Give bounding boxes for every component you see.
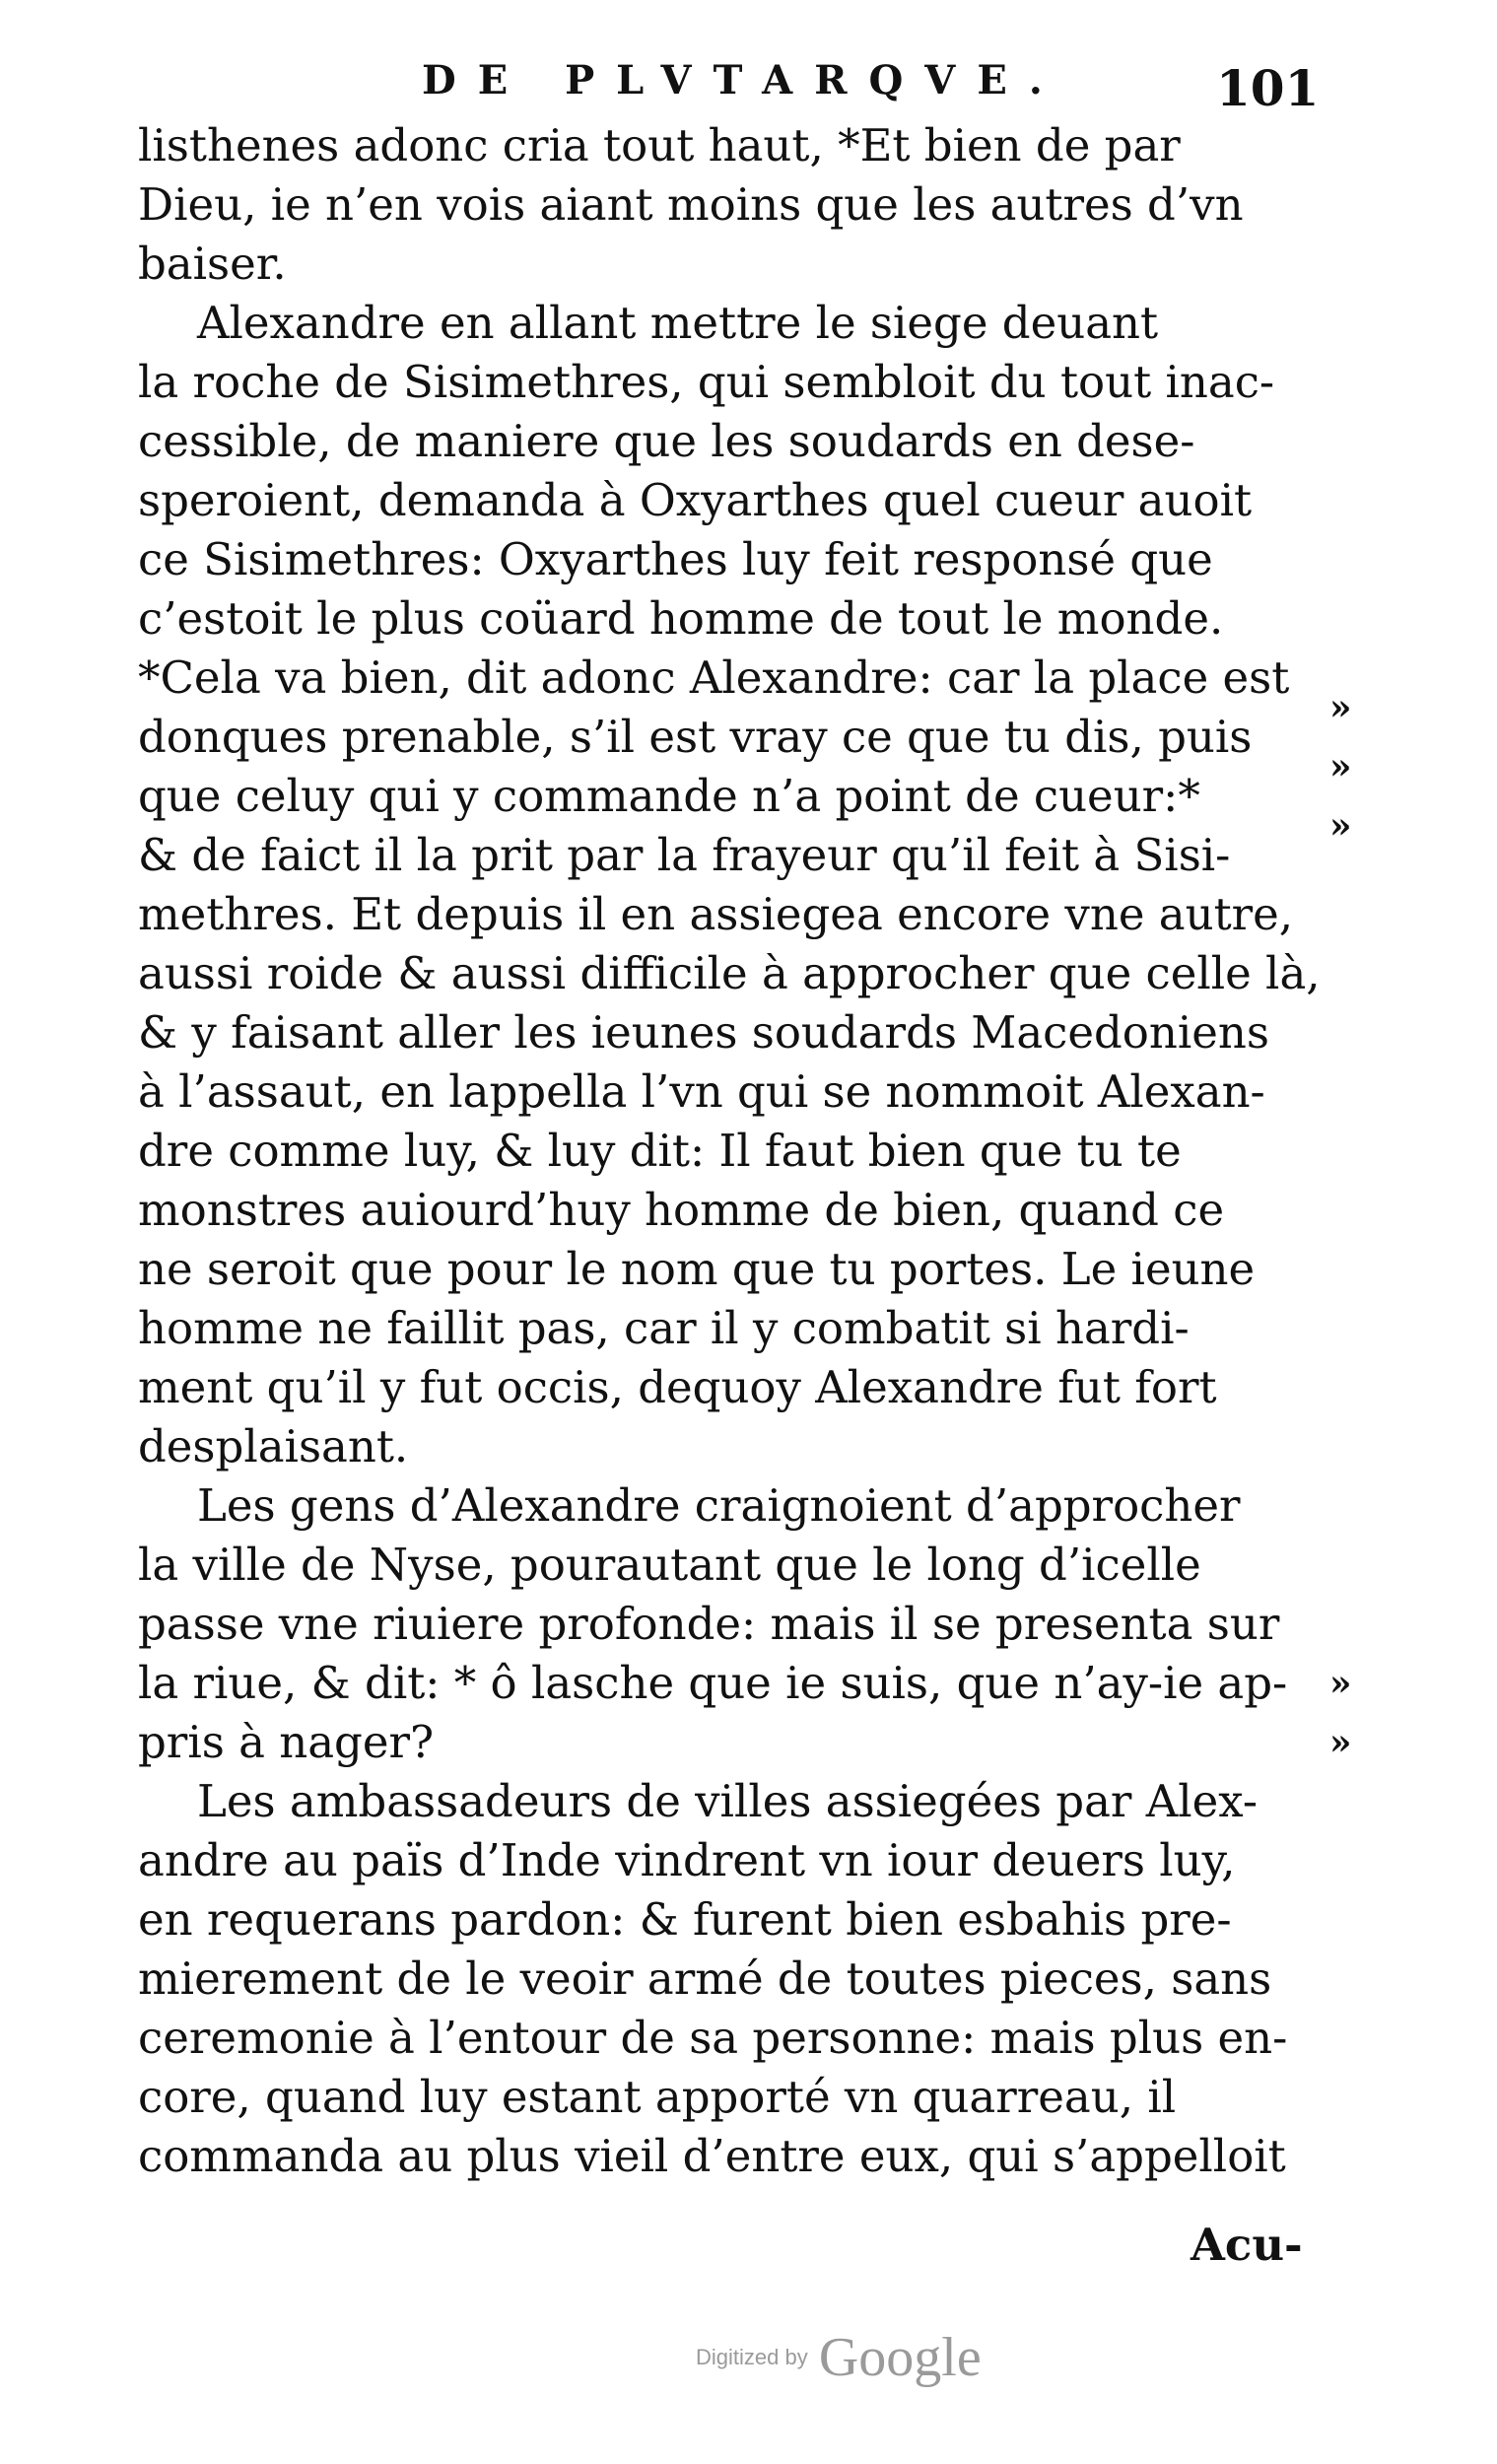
text-line: la roche de Sisimethres, qui sembloit du tout inac- xyxy=(138,356,1275,408)
text-line: que celuy qui y commande n’a point de cueur:* xyxy=(138,770,1200,822)
text-line: speroient, demanda à Oxyarthes quel cueur auoit xyxy=(138,474,1253,526)
text-line: cessible, de maniere que les soudards en dese- xyxy=(138,415,1195,467)
watermark-prefix: Digitized by xyxy=(696,2345,808,2369)
text-line: à l’assaut, en lappella l’vn qui se nommoit Alexan- xyxy=(138,1065,1265,1118)
text-line: & de faict il la prit par la frayeur qu’il feit à Sisi- xyxy=(138,829,1231,881)
text-line: ment qu’il y fut occis, dequoy Alexandre fut fort xyxy=(138,1361,1217,1413)
text-line: listhenes adonc cria tout haut, *Et bien de par xyxy=(138,119,1181,171)
text-line: c’estoit le plus coüard homme de tout le monde. xyxy=(138,592,1224,645)
google-logo: Google xyxy=(818,2327,982,2388)
text-line: mierement de le veoir armé de toutes pieces, sans xyxy=(138,1952,1272,2005)
text-line: passe vne riuiere profonde: mais il se presenta sur xyxy=(138,1598,1280,1650)
text-line: Les ambassadeurs de villes assiegées par Alex- xyxy=(197,1775,1259,1827)
text-line: monstres auiourd’huy homme de bien, quand ce xyxy=(138,1184,1225,1236)
text-line: pris à nager? xyxy=(138,1716,435,1768)
margin-quote-mark: » xyxy=(1329,805,1352,847)
text-line: core, quand luy estant apporté vn quarreau, il xyxy=(138,2071,1177,2123)
page-number: 101 xyxy=(1216,59,1320,117)
running-header xyxy=(382,57,1368,116)
text-line: methres. Et depuis il en assiegea encore vne autre, xyxy=(138,888,1294,940)
digitization-watermark xyxy=(696,2326,982,2395)
text-line: dre comme luy, & luy dit: Il faut bien que tu te xyxy=(138,1125,1182,1177)
text-line: baiser. xyxy=(138,238,287,290)
margin-quote-mark: » xyxy=(1329,1663,1352,1704)
text-line: Dieu, ie n’en vois aiant moins que les autres d’vn xyxy=(138,178,1244,231)
text-line: la ville de Nyse, pourautant que le long d’icelle xyxy=(138,1539,1201,1591)
text-line: andre au païs d’Inde vindrent vn iour deuers luy, xyxy=(138,1834,1236,1886)
text-line: aussi roide & aussi difficile à approcher que celle là, xyxy=(138,947,1321,999)
text-line: ceremonie à l’entour de sa personne: mais plus en- xyxy=(138,2012,1288,2064)
text-line: la riue, & dit: * ô lasche que ie suis, que n’ay-ie ap- xyxy=(138,1657,1288,1709)
text-line: homme ne faillit pas, car il y combatit si hardi- xyxy=(138,1302,1190,1354)
text-line: ne seroit que pour le nom que tu portes. Le ieune xyxy=(138,1243,1256,1295)
running-title: DE PLVTARQVE. xyxy=(422,57,1064,103)
margin-quote-mark: » xyxy=(1329,746,1352,787)
text-line: commanda au plus vieil d’entre eux, qui s’appelloit xyxy=(138,2130,1286,2182)
text-line: en requerans pardon: & furent bien esbahis pre- xyxy=(138,1893,1232,1946)
text-line: & y faisant aller les ieunes soudards Macedoniens xyxy=(138,1006,1269,1059)
text-line: donques prenable, s’il est vray ce que tu dis, puis xyxy=(138,711,1253,763)
text-line: ce Sisimethres: Oxyarthes luy feit responsé que xyxy=(138,533,1213,585)
text-line: Les gens d’Alexandre craignoient d’approcher xyxy=(197,1479,1241,1532)
text-line: *Cela va bien, dit adonc Alexandre: car la place est xyxy=(138,651,1290,704)
text-line: Alexandre en allant mettre le siege deuant xyxy=(197,297,1159,349)
margin-quote-mark: » xyxy=(1329,687,1352,728)
text-line: desplaisant. xyxy=(138,1420,409,1472)
catchword: Acu- xyxy=(1191,2219,1303,2271)
margin-quote-mark: » xyxy=(1329,1722,1352,1763)
